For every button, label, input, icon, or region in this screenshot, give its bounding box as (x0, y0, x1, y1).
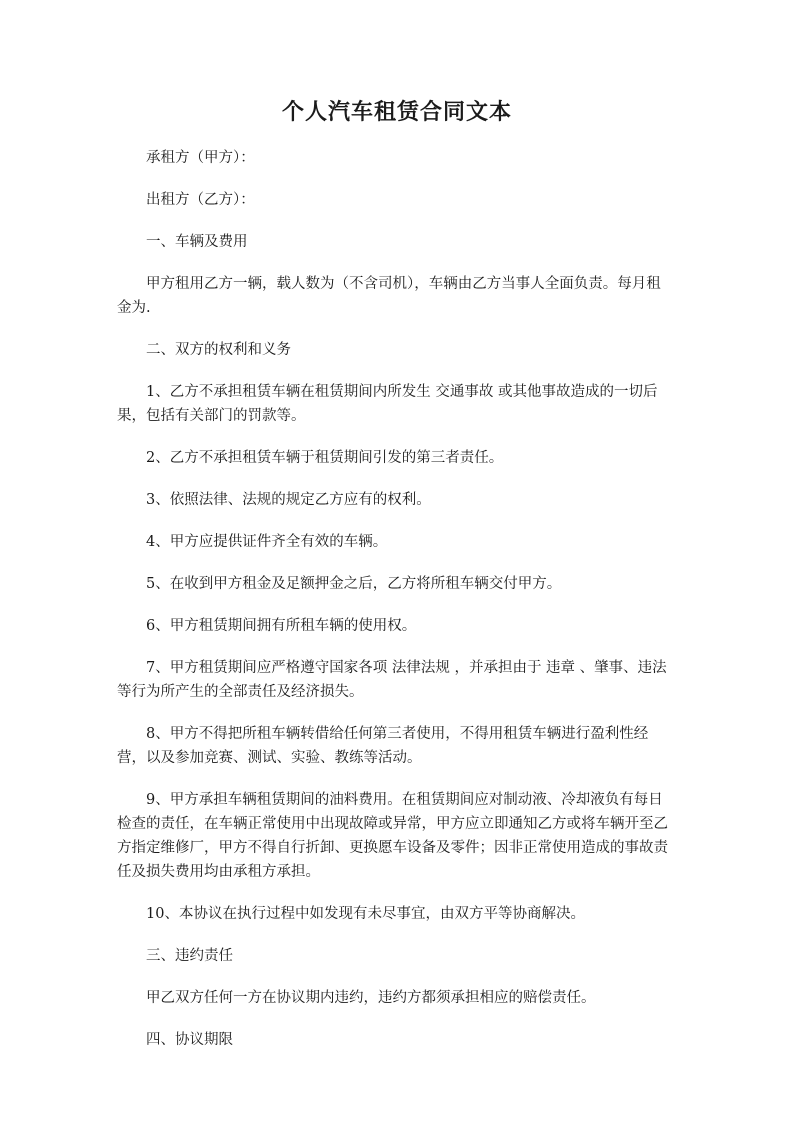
clause-item: 1、乙方不承担租赁车辆在租赁期间内所发生 交通事故 或其他事故造成的一切后果，包括有关部门的罚款等。 (117, 384, 658, 424)
paragraph: 甲方租用乙方一辆，载人数为（不含司机），车辆由乙方当事人全面负责。每月租金为. (117, 276, 661, 316)
clause-item: 3、依照法律、法规的规定乙方应有的权利。 (146, 492, 431, 508)
clause-item: 4、甲方应提供证件齐全有效的车辆。 (146, 534, 388, 550)
document-title: 个人汽车租赁合同文本 (281, 99, 512, 125)
document-body (117, 146, 675, 1070)
paragraph-lessee: 承租方（甲方）： (146, 150, 255, 166)
section-heading-vehicle: 一、车辆及费用 (146, 234, 248, 250)
clause-item: 2、乙方不承担租赁车辆于租赁期间引发的第三者责任。 (146, 450, 504, 466)
clause-item: 10、本协议在执行过程中如发现有未尽事宜，由双方平等协商解决。 (146, 906, 585, 922)
section-heading-breach: 三、违约责任 (146, 948, 233, 964)
clause-item: 5、在收到甲方租金及足额押金之后，乙方将所租车辆交付甲方。 (146, 576, 562, 592)
clause-item: 9、甲方承担车辆租赁期间的油料费用。在租赁期间应对制动液、冷却液负有每日检查的责任，在车辆正常使用中出现故障或异常，甲方应立即通知乙方或将车辆开至乙方指定维修厂，甲方不得自行折卸、更换愿车设备及零件；因非正常使用造成的事故责任及损失费用均由承租方承担。 (117, 792, 668, 880)
clause-item: 6、甲方租赁期间拥有所租车辆的使用权。 (146, 618, 417, 634)
section-heading-term: 四、协议期限 (146, 1032, 233, 1048)
clause-item: 8、甲方不得把所租车辆转借给任何第三者使用，不得用租赁车辆进行盈利性经营，以及参加竞赛、测试、实验、教练等活动。 (117, 726, 649, 766)
paragraph-lessor: 出租方（乙方）： (146, 192, 255, 208)
clause-item: 7、甲方租赁期间应严格遵守国家各项 法律法规 ，并承担由于 违章 、肇事、违法等行为所产生的全部责任及经济损失。 (117, 660, 667, 700)
paragraph: 甲乙双方任何一方在协议期内违约，违约方都须承担相应的赔偿责任。 (146, 990, 596, 1006)
section-heading-rights: 二、双方的权利和义务 (146, 342, 291, 358)
